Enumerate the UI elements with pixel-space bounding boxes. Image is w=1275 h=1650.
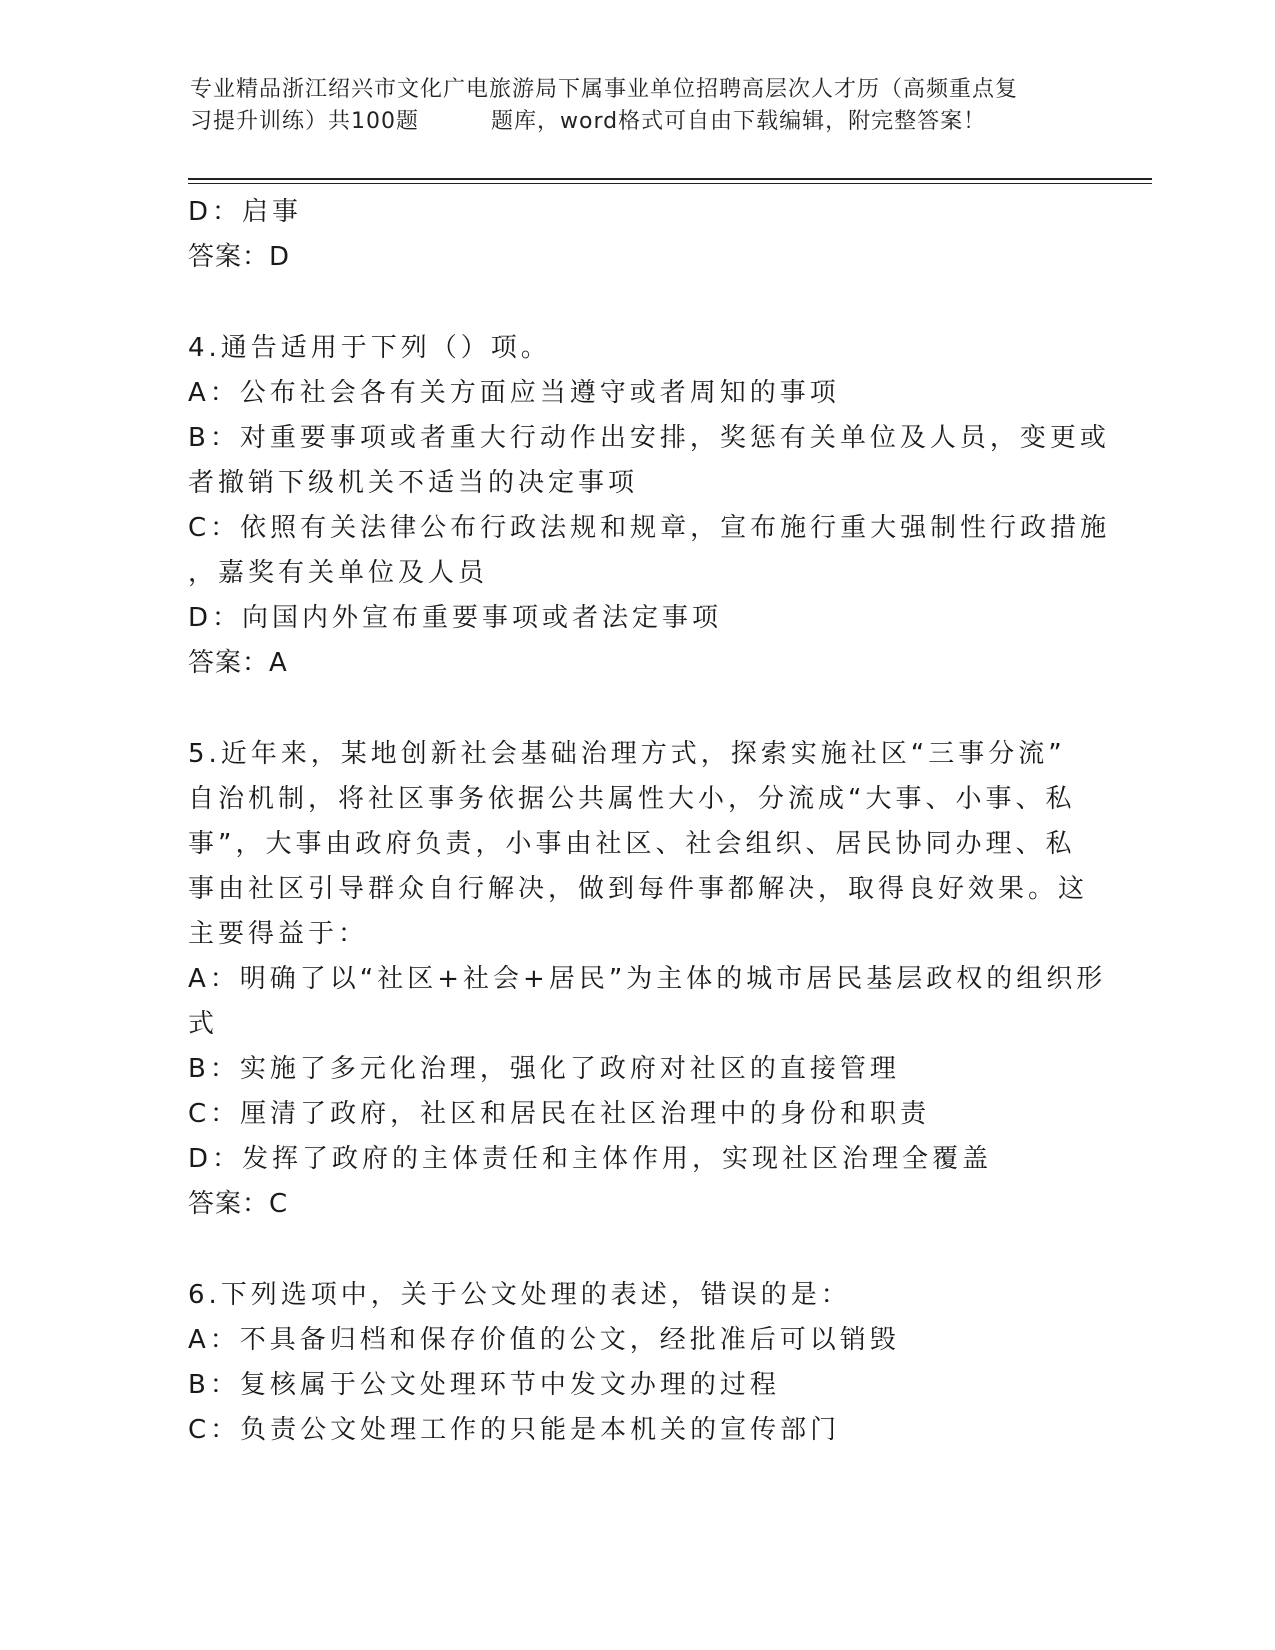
question-4 [188, 326, 1111, 686]
question-6 [188, 1273, 1088, 1453]
header-divider-thick [188, 178, 1152, 180]
q6-option-c: C：负责公文处理工作的只能是本机关的宣传部门 [188, 1415, 841, 1445]
question-content [188, 190, 1111, 1453]
q3-option-d: D：启事 [188, 197, 303, 227]
q5-stem-line3: 事”，大事由政府负责，小事由社区、社会组织、居民协同办理、私 [188, 829, 1076, 859]
q3-answer: 答案：D [188, 242, 291, 272]
q5-stem-line1: 5.近年来，某地创新社会基础治理方式，探索实施社区“三事分流” [188, 739, 1066, 769]
q5-option-a-line2: 式 [188, 1009, 219, 1039]
q5-answer: 答案：C [188, 1189, 289, 1219]
q6-stem: 6.下列选项中，关于公文处理的表述，错误的是： [188, 1280, 851, 1310]
question-3-tail [188, 190, 1088, 280]
q4-option-b-line1: B：对重要事项或者重大行动作出安排，奖惩有关单位及人员，变更或 [188, 423, 1110, 453]
q4-answer: 答案：A [188, 648, 288, 678]
q4-option-d: D：向国内外宣布重要事项或者法定事项 [188, 603, 723, 633]
q5-option-a-line1: A：明确了以“社区+社会+居民”为主体的城市居民基层政权的组织形 [188, 964, 1107, 994]
header-title-line2-part2: 题库，word格式可自由下载编辑，附完整答案！ [491, 109, 987, 134]
q5-stem-line4: 事由社区引导群众自行解决，做到每件事都解决，取得良好效果。这 [188, 874, 1089, 904]
q4-option-a: A：公布社会各有关方面应当遵守或者周知的事项 [188, 378, 840, 408]
q4-option-c-line2: ，嘉奖有关单位及人员 [188, 558, 489, 588]
q4-option-b-line2: 者撤销下级机关不适当的决定事项 [188, 468, 639, 498]
question-5 [188, 732, 1107, 1227]
q5-option-b: B：实施了多元化治理，强化了政府对社区的直接管理 [188, 1054, 900, 1084]
q6-option-a: A：不具备归档和保存价值的公文，经批准后可以销毁 [188, 1325, 900, 1355]
header-divider-thin [188, 183, 1152, 184]
q5-stem-line5: 主要得益于： [188, 919, 369, 949]
q5-option-d: D：发挥了政府的主体责任和主体作用，实现社区治理全覆盖 [188, 1144, 993, 1174]
q4-stem: 4.通告适用于下列（）项。 [188, 333, 551, 363]
q6-option-b: B：复核属于公文处理环节中发文办理的过程 [188, 1370, 780, 1400]
question-spacer [188, 280, 1088, 326]
header-title-line2-part1: 习提升训练）共100题 [190, 109, 419, 134]
question-spacer [188, 1227, 1088, 1273]
header-title-line1: 专业精品浙江绍兴市文化广电旅游局下属事业单位招聘高层次人才历（高频重点复 [190, 77, 1019, 102]
q5-stem-line2: 自治机制，将社区事务依据公共属性大小，分流成“大事、小事、私 [188, 784, 1076, 814]
page-header [190, 74, 1090, 138]
q4-option-c-line1: C：依照有关法律公布行政法规和规章，宣布施行重大强制性行政措施 [188, 513, 1111, 543]
question-spacer [188, 686, 1088, 732]
header-title-line2 [190, 106, 1090, 138]
q5-option-c: C：厘清了政府，社区和居民在社区治理中的身份和职责 [188, 1099, 931, 1129]
